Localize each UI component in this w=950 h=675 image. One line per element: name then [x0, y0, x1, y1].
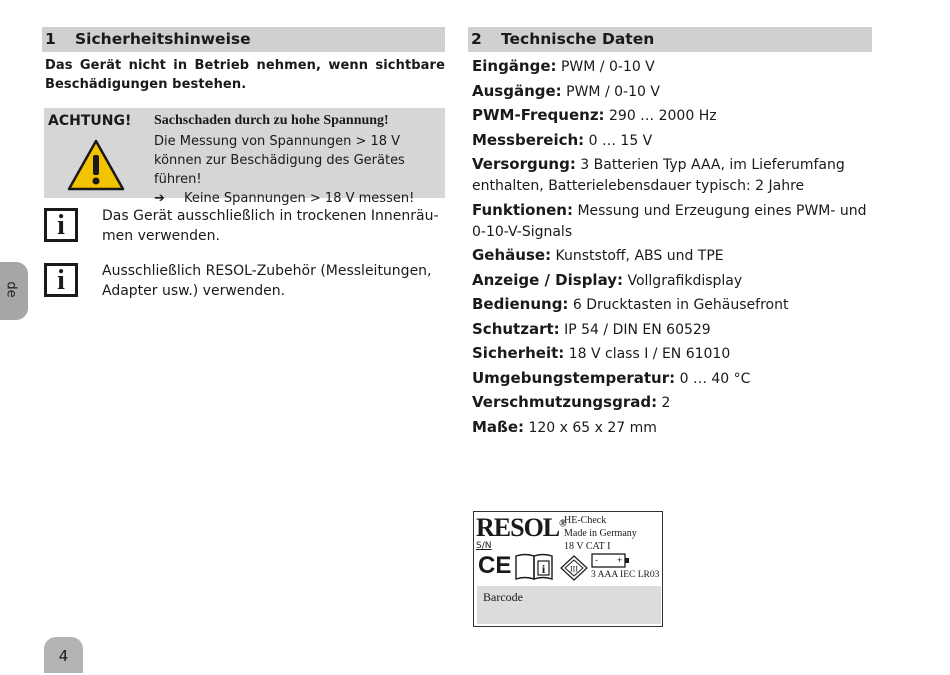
brand-logo: [476, 513, 566, 543]
spec-value: 0 … 15 V: [588, 132, 653, 149]
caution-action-text: Keine Spannungen > 18 V messen!: [184, 191, 415, 206]
registered-mark: ®: [559, 518, 566, 530]
certification-row: [476, 552, 662, 582]
spec-value: 120 x 65 x 27 mm: [528, 419, 657, 436]
spec-item: [472, 154, 868, 197]
brand-name: RESOL: [476, 513, 560, 542]
spec-item: [472, 319, 868, 341]
caution-title: Sachschaden durch zu hohe Spannung!: [154, 113, 389, 128]
spec-value: 6 Drucktasten in Gehäusefront: [572, 297, 789, 313]
spec-item: [472, 392, 868, 414]
spec-value: PWM / 0-10 V: [560, 59, 655, 75]
spec-value: IP 54 / DIN EN 60529: [564, 321, 711, 338]
spec-label: Verschmutzungsgrad:: [472, 393, 658, 411]
label-origin: Made in Germany: [564, 528, 637, 539]
protection-class-text: III: [570, 564, 578, 574]
caution-label: ACHTUNG!: [48, 113, 132, 129]
info-note-text: Ausschließlich RESOL-Zubehör (Messleitungen, Adapter usw.) verwenden.: [102, 263, 432, 299]
spec-item: [472, 294, 868, 316]
caution-description: Die Messung von Spannungen > 18 V können zur Beschädigung des Gerätes führen!: [154, 134, 405, 187]
label-rating: 18 V CAT I: [564, 541, 611, 552]
page-number: 4: [44, 637, 83, 673]
spec-label: Versorgung:: [472, 155, 576, 173]
spec-label: Messbereich:: [472, 130, 585, 149]
info-icon: i: [44, 263, 78, 297]
spec-value: PWM / 0-10 V: [566, 83, 660, 100]
caution-body: [154, 132, 444, 208]
spec-value: 0 … 40 °C: [679, 370, 751, 387]
svg-text:i: i: [541, 562, 546, 576]
info-note-text: Das Gerät ausschließlich in trockenen Innenräu-men verwenden.: [102, 208, 439, 244]
battery-plus-text: +: [617, 555, 623, 565]
spec-item: [472, 245, 868, 267]
spec-label: PWM-Frequenz:: [472, 106, 605, 124]
spec-value: 3 Batterien Typ AAA, im Lieferumfang enthalten, Batterielebensdauer typisch: 2 Jahre: [472, 157, 845, 194]
battery-icon: [591, 552, 631, 569]
spec-value: 290 … 2000 Hz: [609, 108, 717, 124]
language-tab-label: de: [3, 281, 19, 298]
section-heading-safety: [42, 27, 445, 52]
spec-label: Schutzart:: [472, 319, 560, 338]
spec-item: [472, 368, 868, 390]
manual-info-icon: [514, 553, 556, 581]
spec-value: 2: [661, 395, 671, 411]
ce-mark-icon: CE: [478, 552, 512, 579]
info-icon: i: [44, 208, 78, 242]
spec-item: [472, 200, 868, 243]
spec-label: Gehäuse:: [472, 246, 552, 264]
spec-label: Anzeige / Display:: [472, 270, 624, 289]
section-number: 1: [45, 30, 56, 48]
spec-label: Bedienung:: [472, 295, 569, 313]
warning-triangle-icon: [67, 139, 125, 191]
spec-item: [472, 56, 868, 78]
language-tab: [0, 262, 28, 320]
section-heading-technical-data: [468, 27, 872, 52]
spec-label: Funktionen:: [472, 200, 573, 219]
arrow-right-icon: ➔: [154, 191, 165, 206]
barcode-placeholder: Barcode: [483, 590, 523, 604]
spec-label: Eingänge:: [472, 57, 557, 75]
section-number: 2: [471, 30, 482, 48]
spec-item: [472, 105, 868, 127]
spec-value: Messung und Erzeugung eines PWM- und 0-10-V-Signals: [472, 202, 867, 240]
spec-value: 18 V class I / EN 61010: [568, 346, 731, 362]
barcode-area: [477, 586, 661, 624]
damage-warning-text: Das Gerät nicht in Betrieb nehmen, wenn sichtbare Beschädigungen bestehen.: [45, 58, 445, 92]
spec-list: [472, 56, 868, 441]
label-info: [564, 514, 637, 553]
spec-label: Maße:: [472, 417, 525, 436]
label-product: HE-Check: [564, 515, 607, 526]
section-title: Technische Daten: [501, 30, 655, 48]
spec-label: Sicherheit:: [472, 344, 565, 362]
spec-value: Vollgrafikdisplay: [627, 272, 743, 289]
battery-spec: 3 AAA IEC LR03: [591, 570, 660, 580]
spec-item: [472, 270, 868, 292]
spec-item: [472, 130, 868, 152]
spec-value: Kunststoff, ABS und TPE: [555, 248, 724, 264]
spec-label: Ausgänge:: [472, 81, 562, 100]
section-title: Sicherheitshinweise: [75, 30, 251, 48]
spec-item: [472, 343, 868, 365]
spec-item: [472, 417, 868, 439]
spec-label: Umgebungstemperatur:: [472, 368, 676, 387]
caution-box: [44, 108, 445, 206]
spec-item: [472, 81, 868, 103]
protection-class-icon: [560, 555, 588, 581]
product-label: [473, 511, 663, 627]
serial-number-label: S/N: [476, 541, 492, 551]
battery-minus-text: -: [595, 555, 598, 565]
